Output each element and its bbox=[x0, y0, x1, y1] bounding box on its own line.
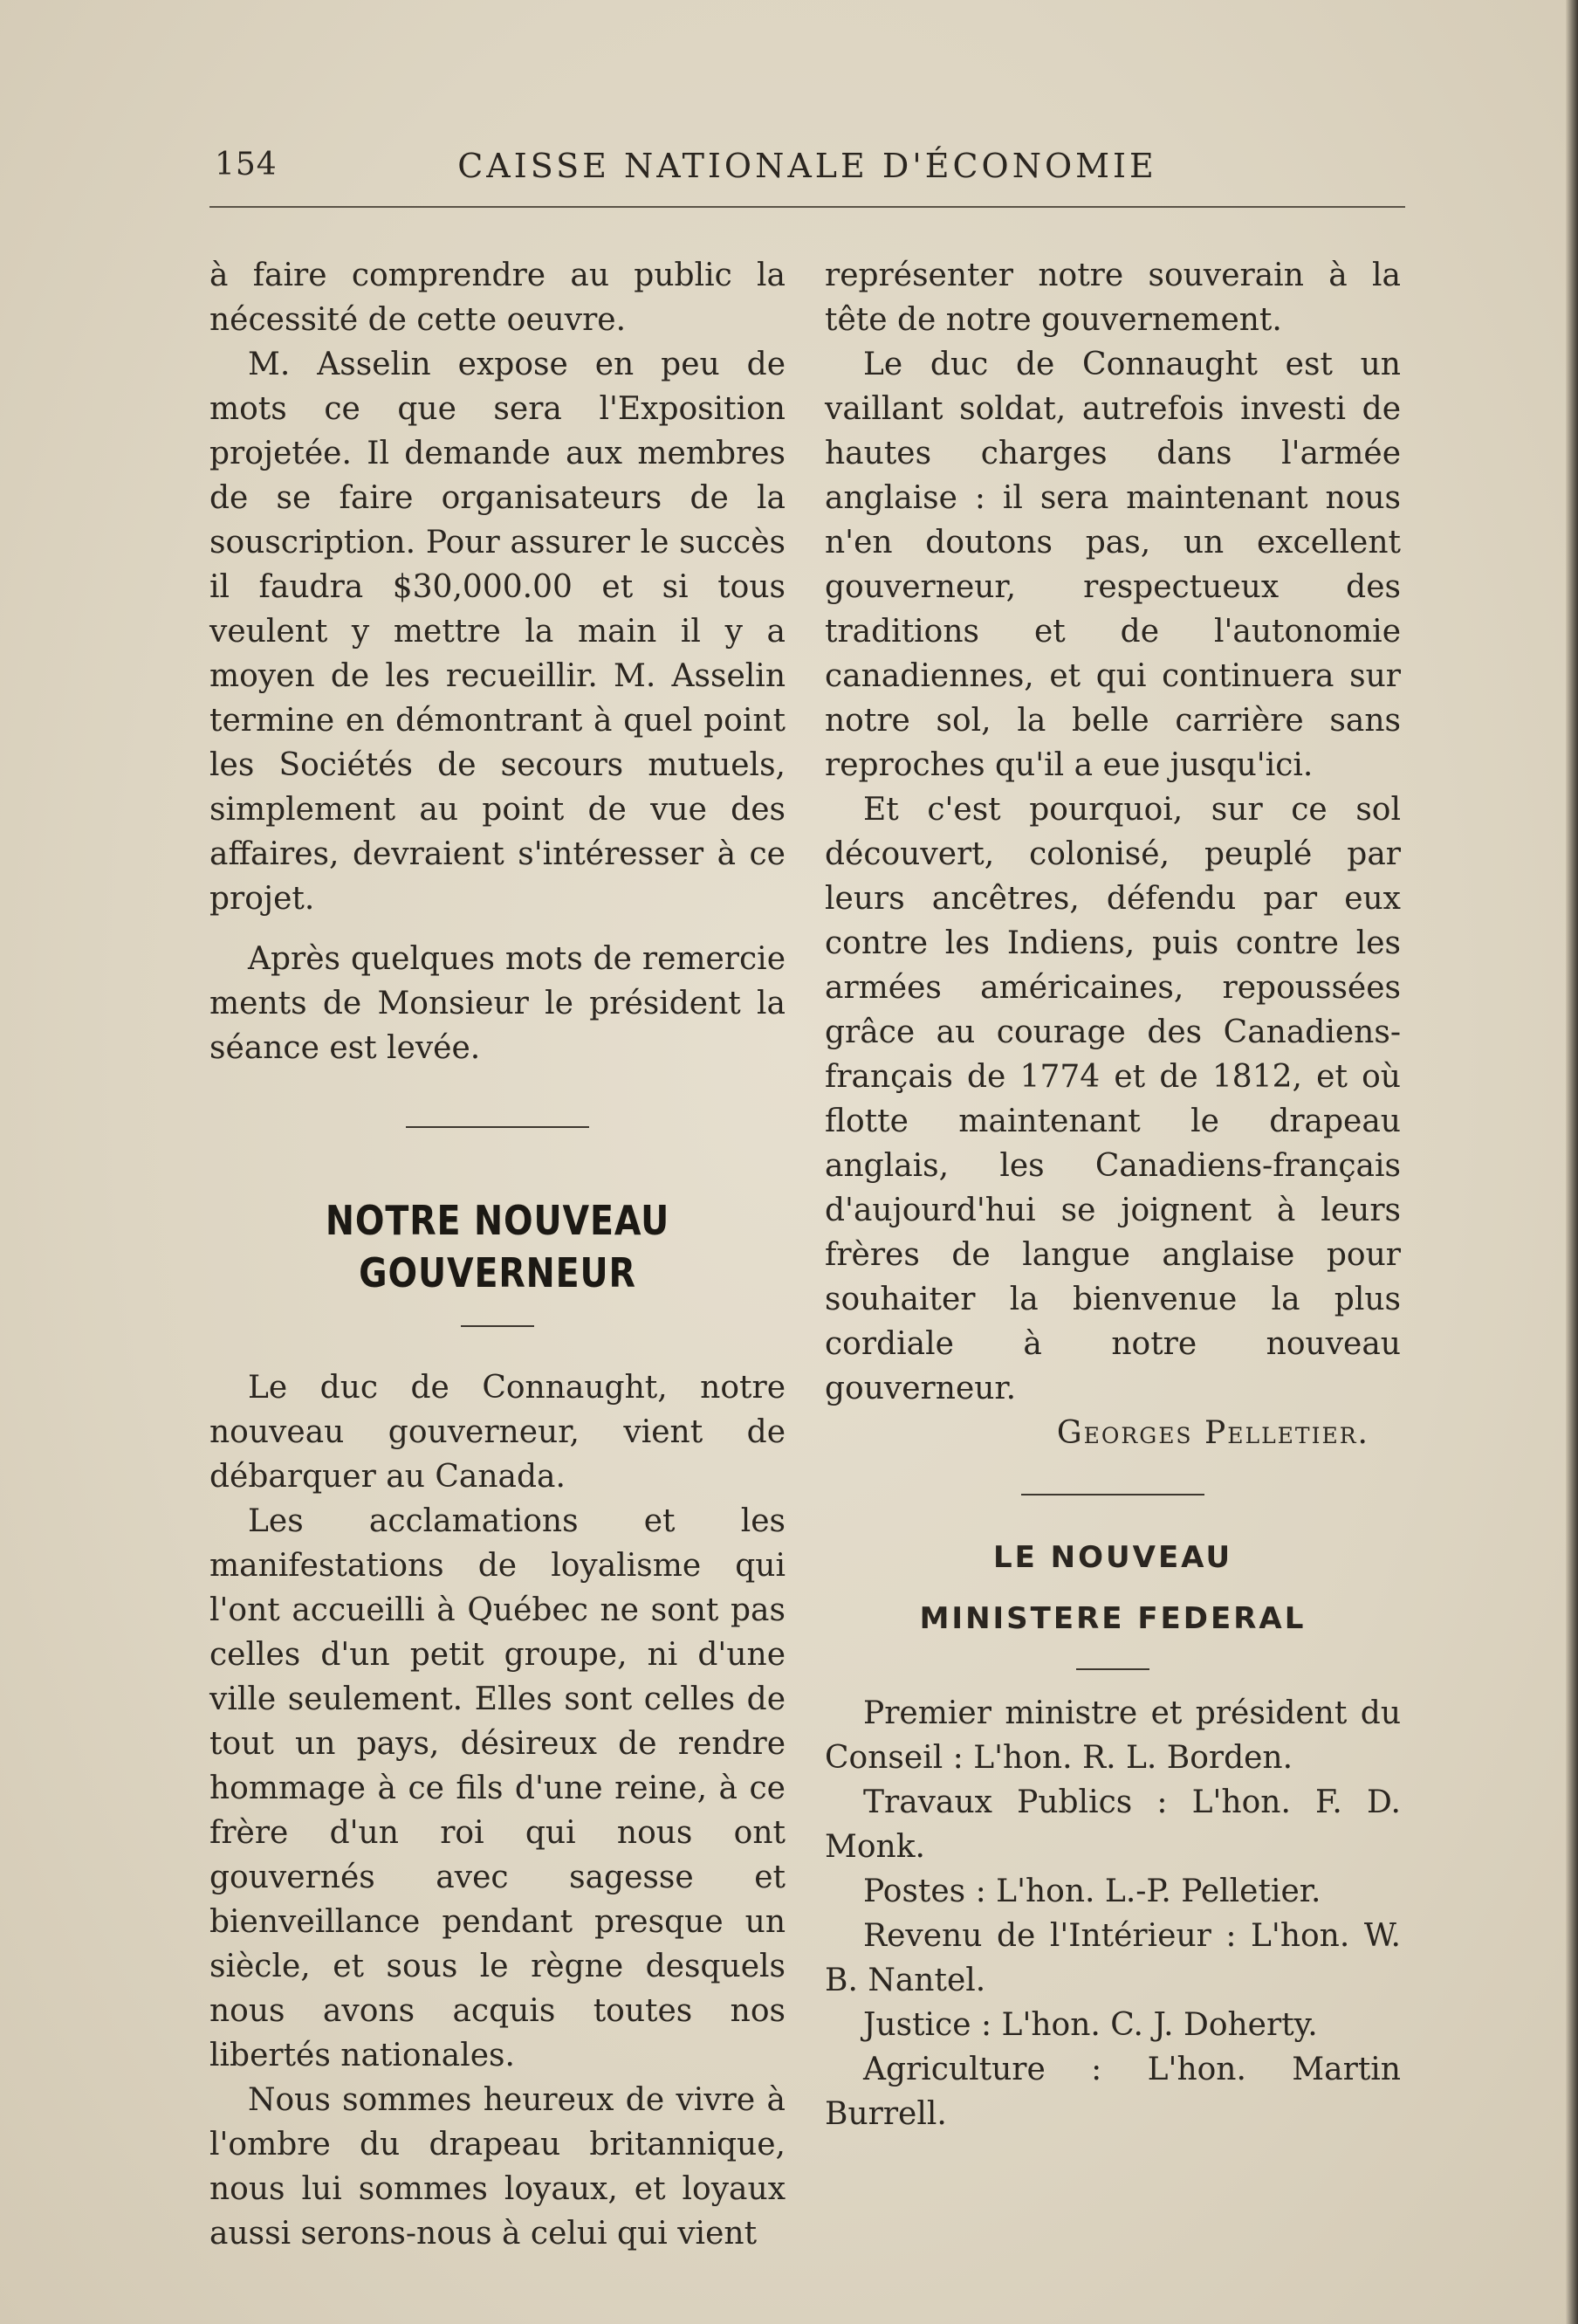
ministry-entry: Travaux Publics : L'hon. F. D. Monk. bbox=[825, 1784, 1401, 1865]
ministry-entry: Postes : L'hon. L.-P. Pelletier. bbox=[863, 1874, 1321, 1909]
page-edge-shadow bbox=[1566, 0, 1578, 2324]
ministry-title: LE NOUVEAU bbox=[992, 1540, 1233, 1575]
ministry-entry: Justice : L'hon. C. J. Doherty. bbox=[863, 2007, 1318, 2043]
page-number: 154 bbox=[215, 147, 278, 182]
ministry-entry: Premier ministre et président du Conseil : L'hon. R. L. Borden. bbox=[825, 1695, 1401, 1776]
continuation-paragraph: M. Asselin expose en peu de mots ce que sera l'Exposition projetée. Il demande aux membres de se faire organisateurs de la souscription. Pour assurer le succès il faudra $30,000.00 et si tous veulent y mettre la main il y a moyen de les recueillir. M. Asselin termine en démontrant à quel point les Sociétés de secours mutuels, simplement au point de vue des affaires, devraient s'intéresser à ce projet. bbox=[209, 347, 786, 917]
header-rule bbox=[209, 206, 1405, 208]
article-paragraph: Le duc de Connaught, notre nouveau gouverneur, vient de débarquer au Canada. bbox=[209, 1370, 786, 1495]
article-title: NOTRE NOUVEAU GOUVERNEUR bbox=[325, 1197, 670, 1296]
article-paragraph: Les acclamations et les manifestations de loyalisme qui l'ont accueilli à Québec ne sont pas celles d'un petit groupe, ni d'une ville seulement. Elles sont celles de tout un pays, désireux de rendre hommage à ce fils d'une reine, à ce frère d'un roi qui nous ont gouvernés avec sagesse et bienveillance pendant presque un siècle, et sous le règne desquels nous avons acquis toutes nos libertés nationales. bbox=[209, 1503, 786, 2073]
article-paragraph: représenter notre souverain à la tête de notre gouvernement. bbox=[825, 258, 1401, 338]
article-paragraph: Et c'est pourquoi, sur ce sol découvert, colonisé, peuplé par leurs ancêtres, défendu par eux contre les Indiens, puis contre les armées américaines, repoussées grâce au courage des Canadiens-français de 1774 et de 1812, et où flotte maintenant le drapeau anglais, les Canadiens-français d'aujourd'hui se joignent à leurs frères de langue anglaise pour souhaiter la bienvenue la plus cordiale à notre nouveau gouverneur. bbox=[825, 792, 1401, 1406]
ministry-entry: Agriculture : L'hon. Martin Burrell. bbox=[825, 2052, 1401, 2132]
article-paragraph: Le duc de Connaught est un vaillant soldat, autrefois investi de hautes charges dans l'armée anglaise : il sera maintenant nous n'en doutons pas, un excellent gouverneur, respectueux des traditions et de l'autonomie canadiennes, et qui continuera sur notre sol, la belle carrière sans reproches qu'il a eue jusqu'ici. bbox=[825, 347, 1401, 783]
page-header bbox=[209, 140, 1405, 192]
article-signature: Georges Pelletier. bbox=[1056, 1415, 1369, 1451]
continuation-paragraph: Après quelques mots de remercie ments de Monsieur le président la séance est levée. bbox=[209, 941, 786, 1066]
ministry-entry: Revenu de l'Intérieur : L'hon. W. B. Nantel. bbox=[825, 1918, 1401, 1998]
ministry-subtitle: MINISTERE FEDERAL bbox=[919, 1601, 1307, 1636]
left-column bbox=[209, 253, 786, 2256]
article-paragraph: Nous sommes heureux de vivre à l'ombre du drapeau britannique, nous lui sommes loyaux, et loyaux aussi serons-nous à celui qui vient bbox=[209, 2082, 786, 2252]
continuation-paragraph: à faire comprendre au public la nécessité de cette oeuvre. bbox=[209, 258, 786, 338]
right-column bbox=[825, 253, 1401, 2136]
running-title: CAISSE NATIONALE D'ÉCONOMIE bbox=[457, 147, 1157, 185]
